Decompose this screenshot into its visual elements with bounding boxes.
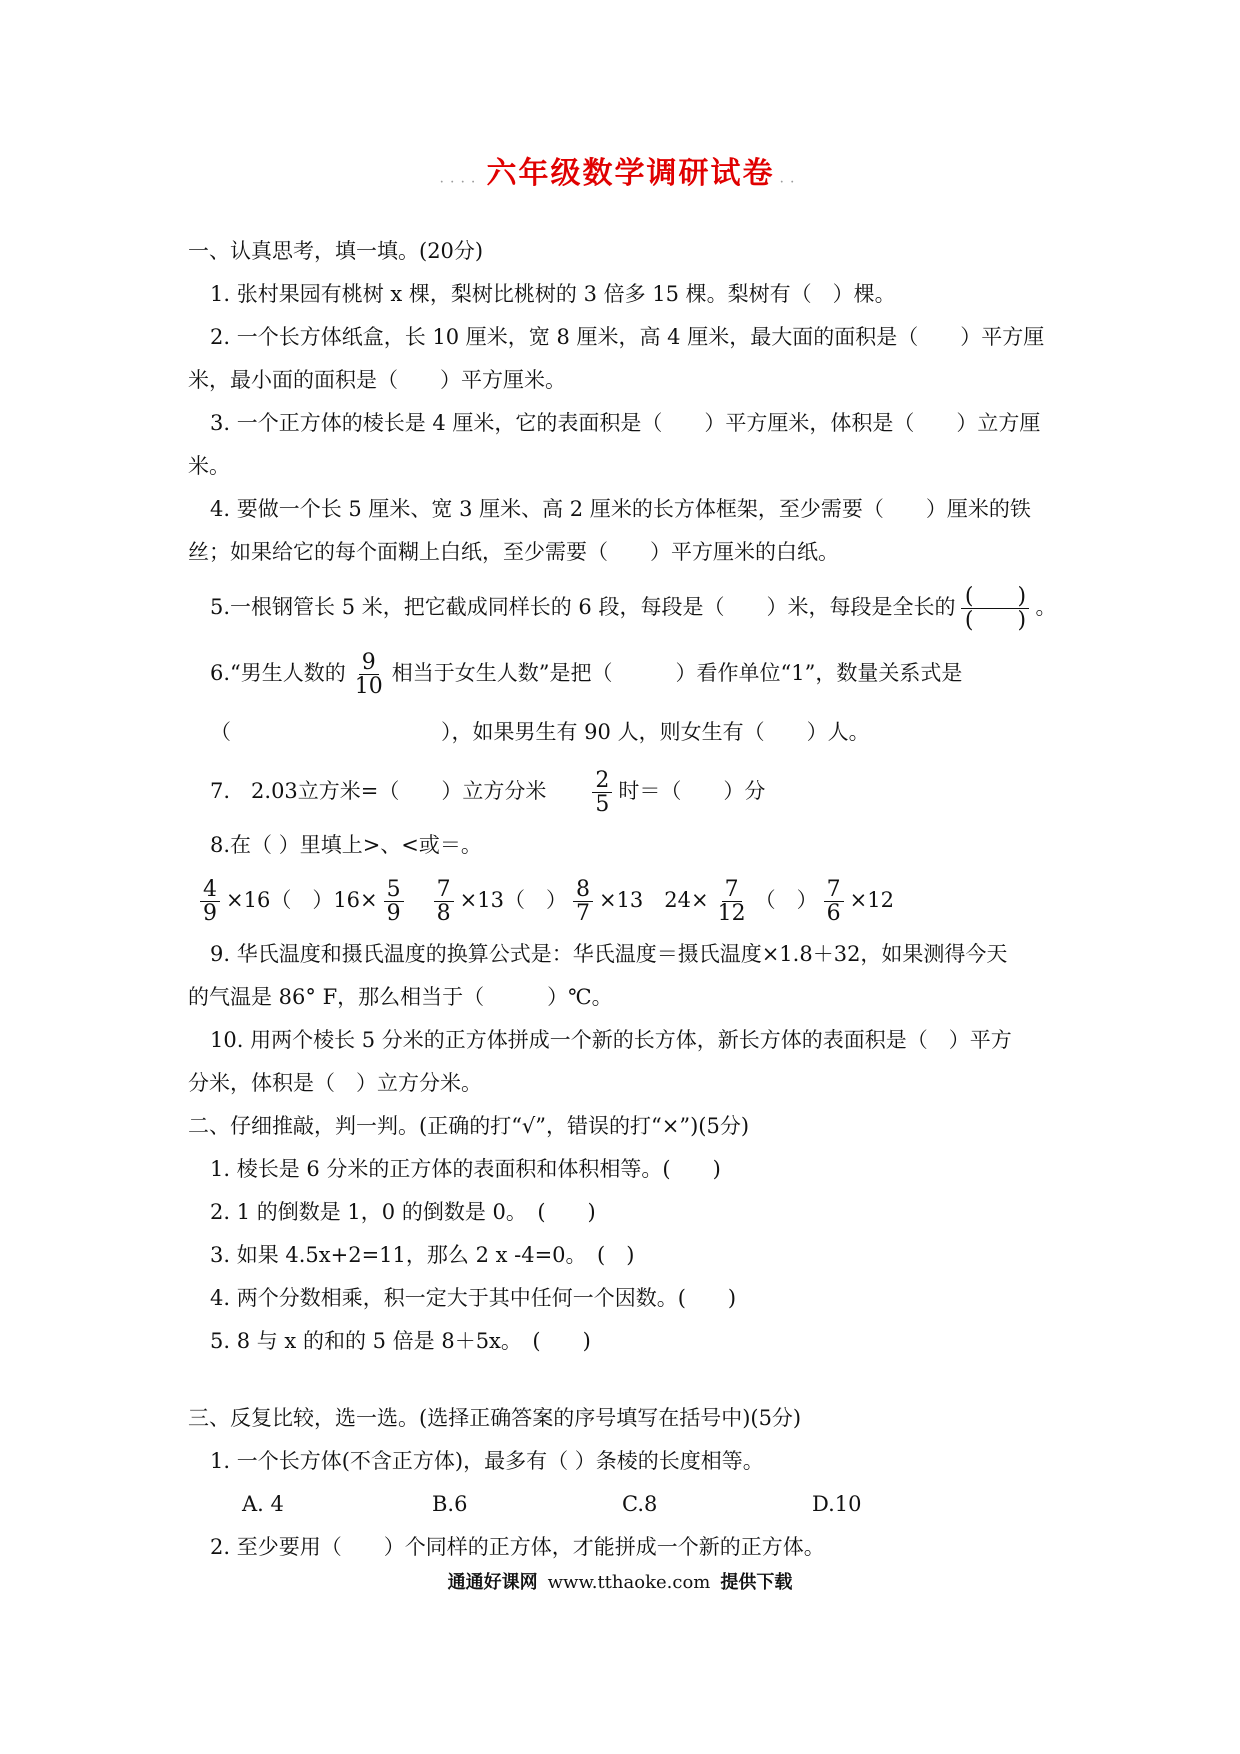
s1-q5-blank-num: ( ): [961, 585, 1029, 609]
page-title: 六年级数学调研试卷: [486, 156, 775, 191]
q8-frac-6-num: 7: [824, 878, 844, 902]
title-decor-dots-right: ..: [779, 170, 801, 187]
footer-site-name: 通通好课网: [447, 1572, 538, 1593]
s1-q6-den: 10: [354, 674, 383, 699]
s1-q9-line2: 的气温是 86° F，那么相当于（ ）℃。: [188, 985, 613, 1009]
option-a: A. 4: [242, 1492, 284, 1516]
s1-q2-line1: 2. 一个长方体纸盒，长 10 厘米，宽 8 厘米，高 4 厘米，最大面的面积是（ ）平方厘: [210, 325, 1045, 349]
s1-q6-line1: [188, 640, 1058, 706]
q8-frac-5-num: 7: [722, 878, 742, 902]
s1-q3-line2: 米。: [188, 454, 230, 478]
q8-frac-5-den: 12: [717, 901, 746, 926]
s1-q5-fraction-blank: [961, 585, 1029, 632]
s1-q7-num: 2: [592, 769, 612, 793]
s1-q10-line2: 分米，体积是（ ）立方分米。: [188, 1071, 482, 1095]
s1-q6-post: 相当于女生人数”是把（ ）看作单位“1”，数量关系式是: [391, 661, 963, 685]
s3-q2: 2. 至少要用（ ）个同样的正方体，才能拼成一个新的正方体。: [210, 1535, 825, 1559]
s1-q4-line1: 4. 要做一个长 5 厘米、宽 3 厘米、高 2 厘米的长方体框架，至少需要（ ）厘米的铁: [210, 497, 1031, 521]
page-footer: [0, 1568, 1240, 1594]
s1-q5-blank-den: ( ): [964, 608, 1027, 633]
q8-frac-3-den: 8: [436, 901, 451, 926]
s3-q1-options: [188, 1483, 1058, 1526]
footer-suffix: 提供下载: [720, 1572, 793, 1593]
exam-content: [188, 230, 1058, 1569]
q8-frac-5: [715, 878, 749, 925]
s1-q6-fraction: [352, 651, 386, 698]
q8-text-6: ×12: [849, 888, 894, 912]
q8-text-5: （ ）: [754, 888, 818, 912]
s1-q7-pre: 7. 2.03立方米=（ ）立方分米: [210, 779, 547, 803]
s2-item-1: 1. 棱长是 6 分米的正方体的表面积和体积相等。( ): [210, 1157, 721, 1181]
q8-text-1: ×16（ ）16×: [226, 888, 378, 912]
s1-q7-den: 5: [595, 792, 610, 817]
s1-q7: [188, 758, 1058, 824]
q8-text-3: ×13（ ）: [459, 888, 567, 912]
s1-q8-comparisons: [188, 867, 1058, 933]
title-block: [0, 148, 1240, 192]
q8-frac-6-den: 6: [826, 901, 841, 926]
q8-frac-2: [384, 878, 404, 925]
q8-frac-1: [200, 878, 220, 925]
s1-q10-line1: 10. 用两个棱长 5 分米的正方体拼成一个新的长方体，新长方体的表面积是（ ）平方: [210, 1028, 1012, 1052]
q8-frac-2-num: 5: [384, 878, 404, 902]
section-gap: [188, 1363, 1058, 1397]
s1-q4-line2: 丝；如果给它的每个面糊上白纸，至少需要（ ）平方厘米的白纸。: [188, 540, 839, 564]
s1-q3-line1: 3. 一个正方体的棱长是 4 厘米，它的表面积是（ ）平方厘米，体积是（ ）立方厘: [210, 411, 1041, 435]
q8-frac-2-den: 9: [386, 901, 401, 926]
s1-q8: 8.在（ ）里填上>、<或＝。: [210, 833, 482, 857]
s1-q5-text: 5.一根钢管长 5 米，把它截成同样长的 6 段，每段是（ ）米，每段是全长的: [210, 595, 956, 619]
q8-frac-1-num: 4: [200, 878, 220, 902]
s2-item-4: 4. 两个分数相乘，积一定大于其中任何一个因数。( ): [210, 1286, 737, 1310]
s1-q9-line1: 9. 华氏温度和摄氏温度的换算公式是：华氏温度＝摄氏温度×1.8＋32，如果测得今天: [210, 942, 1008, 966]
s1-q6-line2: （ ），如果男生有 90 人，则女生有（ ）人。: [210, 720, 870, 744]
q8-frac-3: [434, 878, 454, 925]
option-d: D.10: [812, 1492, 862, 1516]
q8-frac-6: [824, 878, 844, 925]
section-3-header: 三、反复比较，选一选。(选择正确答案的序号填写在括号中)(5分): [188, 1406, 802, 1430]
footer-url[interactable]: www.tthaoke.com: [547, 1572, 711, 1593]
q8-frac-1-den: 9: [203, 901, 217, 926]
s2-item-2: 2. 1 的倒数是 1，0 的倒数是 0。 ( ): [210, 1200, 596, 1224]
s2-item-3: 3. 如果 4.5x+2=11，那么 2 x -4=0。 ( ): [210, 1243, 635, 1267]
s1-q5-end: 。: [1035, 595, 1057, 619]
s1-q7-fraction: [592, 769, 612, 816]
s1-q5: [188, 574, 1058, 640]
s1-q2-line2: 米，最小面的面积是（ ）平方厘米。: [188, 368, 566, 392]
q8-frac-4-den: 7: [575, 901, 590, 926]
q8-frac-4-num: 8: [573, 878, 593, 902]
s3-q1: 1. 一个长方体(不含正方体)，最多有（ ）条棱的长度相等。: [210, 1449, 764, 1473]
s1-q1: 1. 张村果园有桃树 x 棵，梨树比桃树的 3 倍多 15 棵。梨树有（ ）棵。: [210, 282, 896, 306]
q8-frac-4: [573, 878, 593, 925]
s1-q6-pre: 6.“男生人数的: [210, 661, 346, 685]
q8-frac-3-num: 7: [434, 878, 454, 902]
q8-text-4: ×13 24×: [598, 888, 709, 912]
option-b: B.6: [432, 1492, 468, 1516]
section-2-header: 二、仔细推敲，判一判。(正确的打“√”，错误的打“×”)(5分): [188, 1114, 750, 1138]
s1-q7-post: 时＝（ ）分: [618, 779, 766, 803]
s2-item-5: 5. 8 与 x 的和的 5 倍是 8＋5x。 ( ): [210, 1329, 591, 1353]
option-c: C.8: [622, 1492, 658, 1516]
s1-q6-num: 9: [359, 651, 379, 675]
title-decor-dots: ....: [439, 170, 482, 187]
section-1-header: 一、认真思考，填一填。(20分): [188, 239, 484, 263]
